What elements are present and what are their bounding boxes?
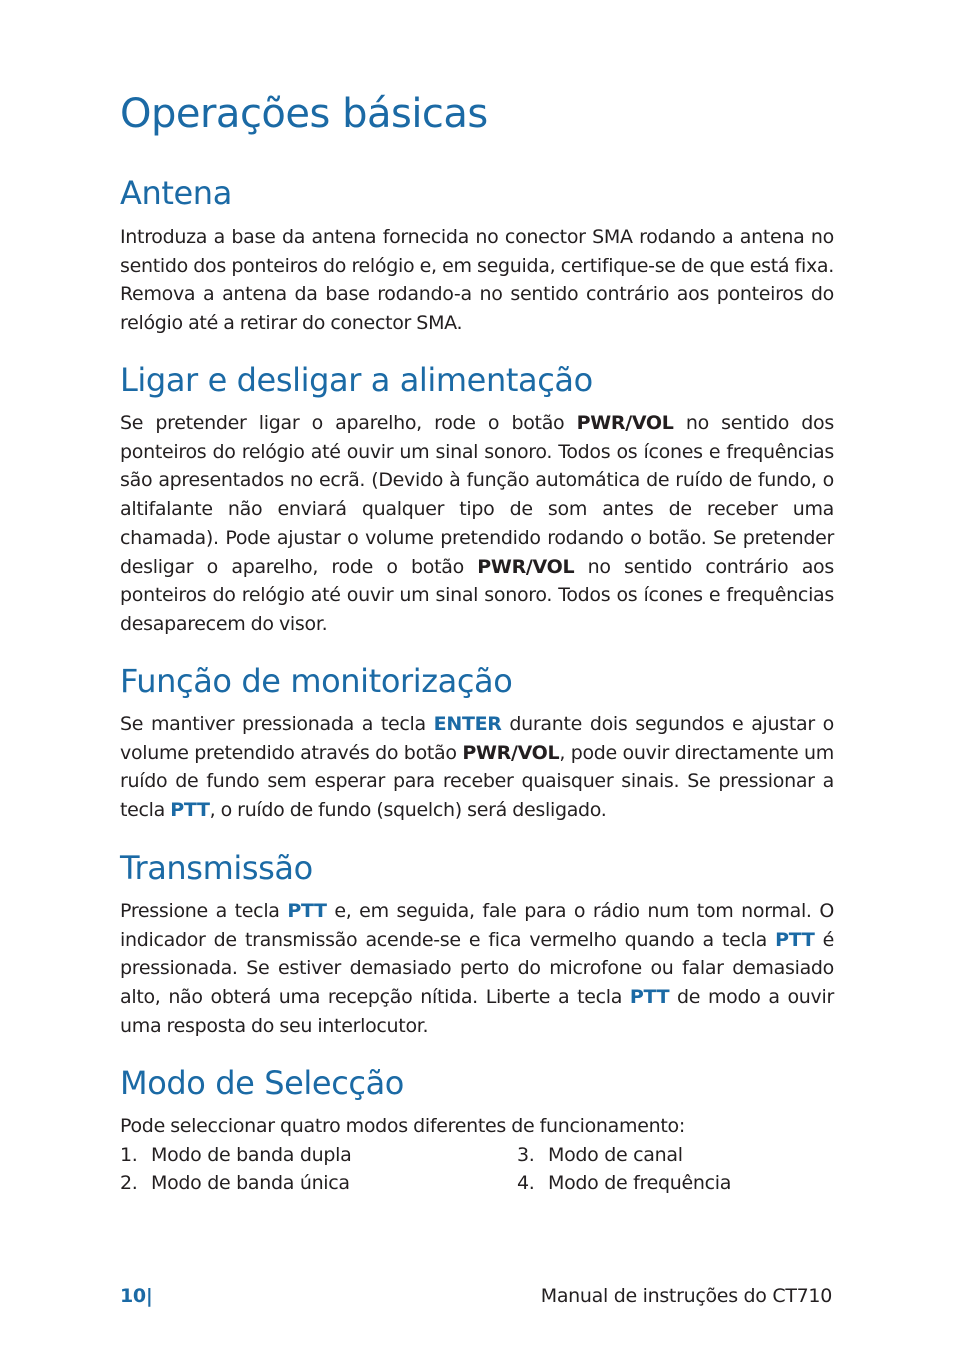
section-text-power xyxy=(120,409,834,639)
key-pwr-vol: PWR/VOL xyxy=(462,741,560,764)
page-number: 10| xyxy=(120,1285,153,1307)
list-number: 2. xyxy=(120,1172,138,1195)
key-ptt: PTT xyxy=(629,986,670,1009)
mode-list xyxy=(120,1141,834,1198)
text-run: de modo a ouvir uma resposta do seu interlocutor. xyxy=(120,986,834,1037)
text-run: , pode ouvir directamente um ruído de fundo sem esperar para receber quaisquer sinais. Se pressionar a tecla xyxy=(120,741,834,822)
section-text-monitor xyxy=(120,710,834,825)
section-antena xyxy=(120,173,834,338)
list-label: Modo de banda dupla xyxy=(151,1143,352,1166)
text-run: Se mantiver pressionada a tecla xyxy=(120,713,434,735)
section-heading-monitor: Função de monitorização xyxy=(120,662,513,700)
list-item xyxy=(120,1141,517,1170)
list-number: 1. xyxy=(120,1143,138,1166)
key-pwr-vol: PWR/VOL xyxy=(477,555,575,578)
section-text-transmit xyxy=(120,897,834,1041)
key-pwr-vol: PWR/VOL xyxy=(576,412,674,434)
text-run: no sentido contrário aos ponteiros do relógio até ouvir um sinal sonoro. Todos os ícones e frequências desaparecem do visor. xyxy=(120,555,834,635)
text-run: no sentido dos ponteiros do relógio até ouvir um sinal sonoro. Todos os ícones e frequências são apresentados no ecrã. (Devido à função automática de ruído de fundo, o altifalante não enviará qualquer tipo de som antes de receber uma chamada). Pode ajustar o volume pretendido rodando o botão. Se pretender desligar o aparelho, rode o botão xyxy=(120,412,834,578)
key-ptt: PTT xyxy=(775,928,815,951)
section-power xyxy=(120,360,834,639)
list-label: Modo de canal xyxy=(548,1143,683,1166)
page-title: Operações básicas xyxy=(120,91,488,137)
list-item xyxy=(517,1141,834,1170)
section-heading-antena: Antena xyxy=(120,174,232,212)
text-run: e, em seguida, fale para o rádio num tom normal. O indicador de transmissão acende-se e fica vermelho quando a tecla xyxy=(120,900,834,951)
list-item xyxy=(120,1169,517,1198)
text-run: Pressione a tecla xyxy=(120,900,288,922)
key-enter: ENTER xyxy=(433,713,502,735)
section-heading-mode: Modo de Selecção xyxy=(120,1064,404,1102)
section-heading-transmit: Transmissão xyxy=(120,849,313,887)
section-heading-power: Ligar e desligar a alimentação xyxy=(120,361,593,399)
key-ptt: PTT xyxy=(287,900,327,922)
text-run: é pressionada. Se estiver demasiado perto do microfone ou falar demasiado alto, não obterá uma recepção nítida. Liberte a tecla xyxy=(120,928,834,1009)
section-text-antena: Introduza a base da antena fornecida no conector SMA rodando a antena no sentido dos ponteiros do relógio e, em seguida, certifique-se de que está fixa. Remova a antena da base rodando-a no sentido contrário aos ponteiros do relógio até a retirar do conector SMA. xyxy=(120,226,834,335)
key-ptt: PTT xyxy=(170,799,210,822)
section-intro-mode: Pode seleccionar quatro modos diferentes de funcionamento: xyxy=(120,1115,685,1137)
list-label: Modo de frequência xyxy=(548,1172,732,1195)
text-run: Se pretender ligar o aparelho, rode o botão xyxy=(120,412,577,434)
list-number: 4. xyxy=(517,1172,535,1195)
list-number: 3. xyxy=(517,1143,535,1166)
manual-title: Manual de instruções do CT710 xyxy=(540,1285,832,1307)
text-run: durante dois segundos e ajustar o volume pretendido através do botão xyxy=(120,713,834,764)
text-run: , o ruído de fundo (squelch) será desligado. xyxy=(209,799,607,822)
list-item xyxy=(517,1169,834,1198)
section-monitor xyxy=(120,661,834,825)
list-label: Modo de banda única xyxy=(151,1172,350,1195)
section-transmit xyxy=(120,848,834,1041)
section-mode xyxy=(120,1063,834,1198)
